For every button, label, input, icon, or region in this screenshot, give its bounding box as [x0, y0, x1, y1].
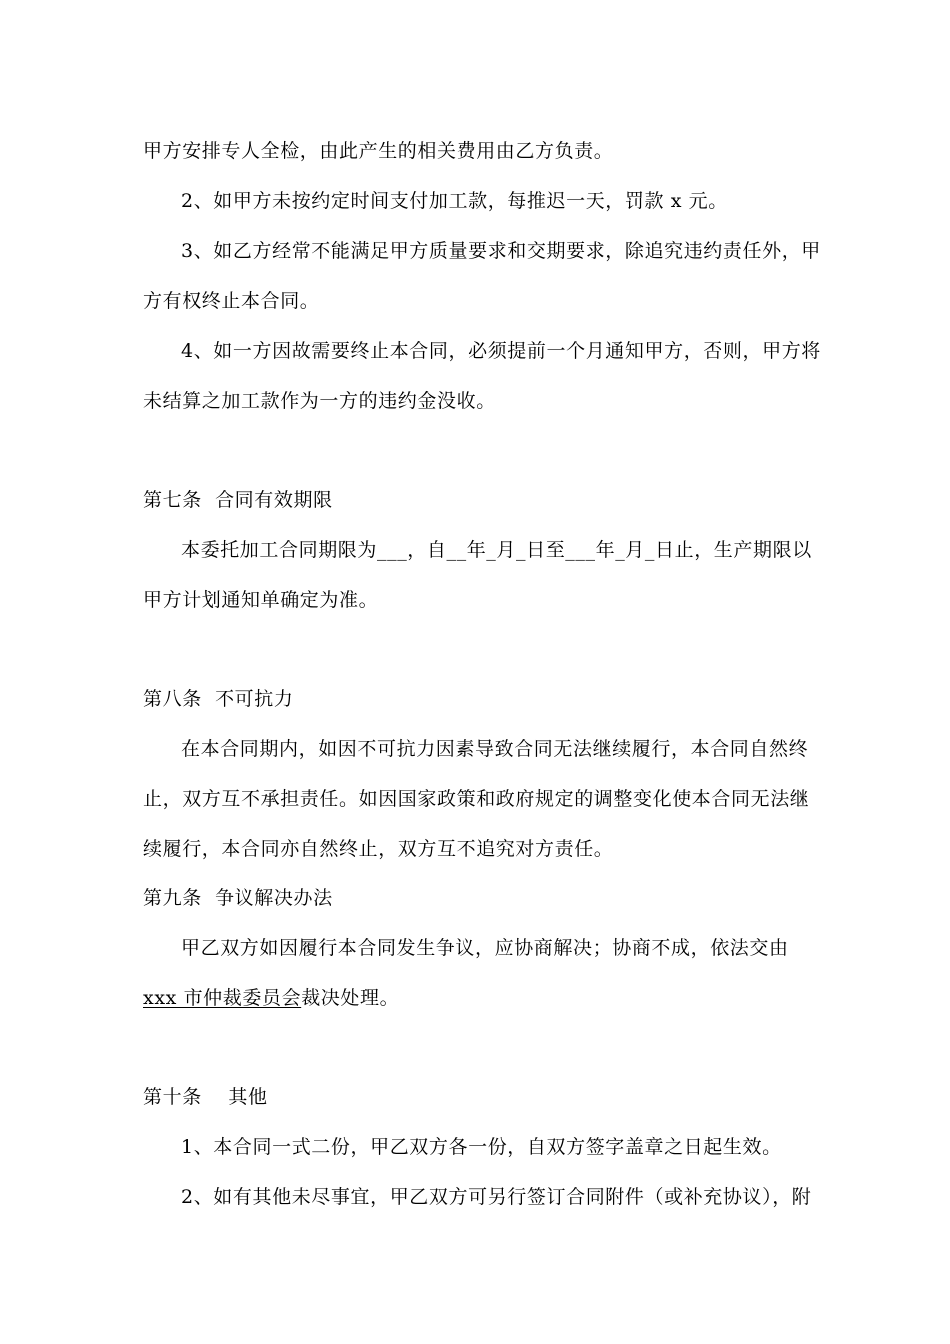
section-7-heading: 第七条 合同有效期限 [143, 489, 333, 511]
clause-2-line: 2、如甲方未按约定时间支付加工款，每推迟一天，罚款 x 元。 [181, 190, 728, 212]
section-8-line-3: 续履行，本合同亦自然终止，双方互不追究对方责任。 [143, 838, 614, 860]
section-9-heading: 第九条 争议解决办法 [143, 887, 333, 909]
arbitration-committee-text: xxx 市仲裁委员会 [143, 987, 302, 1009]
section-9-line-2 [143, 985, 813, 1011]
section-10-item-2: 2、如有其他未尽事宜，甲乙双方可另行签订合同附件（或补充协议），附 [181, 1186, 812, 1208]
clause-3-line-1: 3、如乙方经常不能满足甲方质量要求和交期要求，除追究违约责任外，甲 [181, 240, 821, 262]
section-8-line-1: 在本合同期内，如因不可抗力因素导致合同无法继续履行，本合同自然终 [181, 738, 809, 760]
clause-4-line-1: 4、如一方因故需要终止本合同，必须提前一个月通知甲方，否则，甲方将 [181, 340, 821, 362]
section-9-line-2-rest: 裁决处理。 [301, 987, 400, 1009]
section-10-heading: 第十条 其他 [143, 1086, 268, 1108]
section-8-heading: 第八条 不可抗力 [143, 688, 294, 710]
section-10-item-1: 1、本合同一式二份，甲乙双方各一份，自双方签字盖章之日起生效。 [181, 1136, 782, 1158]
section-7-line-1: 本委托加工合同期限为___，自__年_月_日至___年_月_日止，生产期限以 [181, 539, 812, 561]
clause-4-line-2: 未结算之加工款作为一方的违约金没收。 [143, 390, 496, 412]
paragraph-line: 甲方安排专人全检，由此产生的相关费用由乙方负责。 [143, 140, 614, 162]
clause-3-line-2: 方有权终止本合同。 [143, 290, 320, 312]
section-9-line-1: 甲乙双方如因履行本合同发生争议，应协商解决；协商不成，依法交由 [181, 937, 789, 959]
section-7-line-2: 甲方计划通知单确定为准。 [143, 589, 379, 611]
section-8-line-2: 止，双方互不承担责任。如因国家政策和政府规定的调整变化使本合同无法继 [143, 788, 810, 810]
